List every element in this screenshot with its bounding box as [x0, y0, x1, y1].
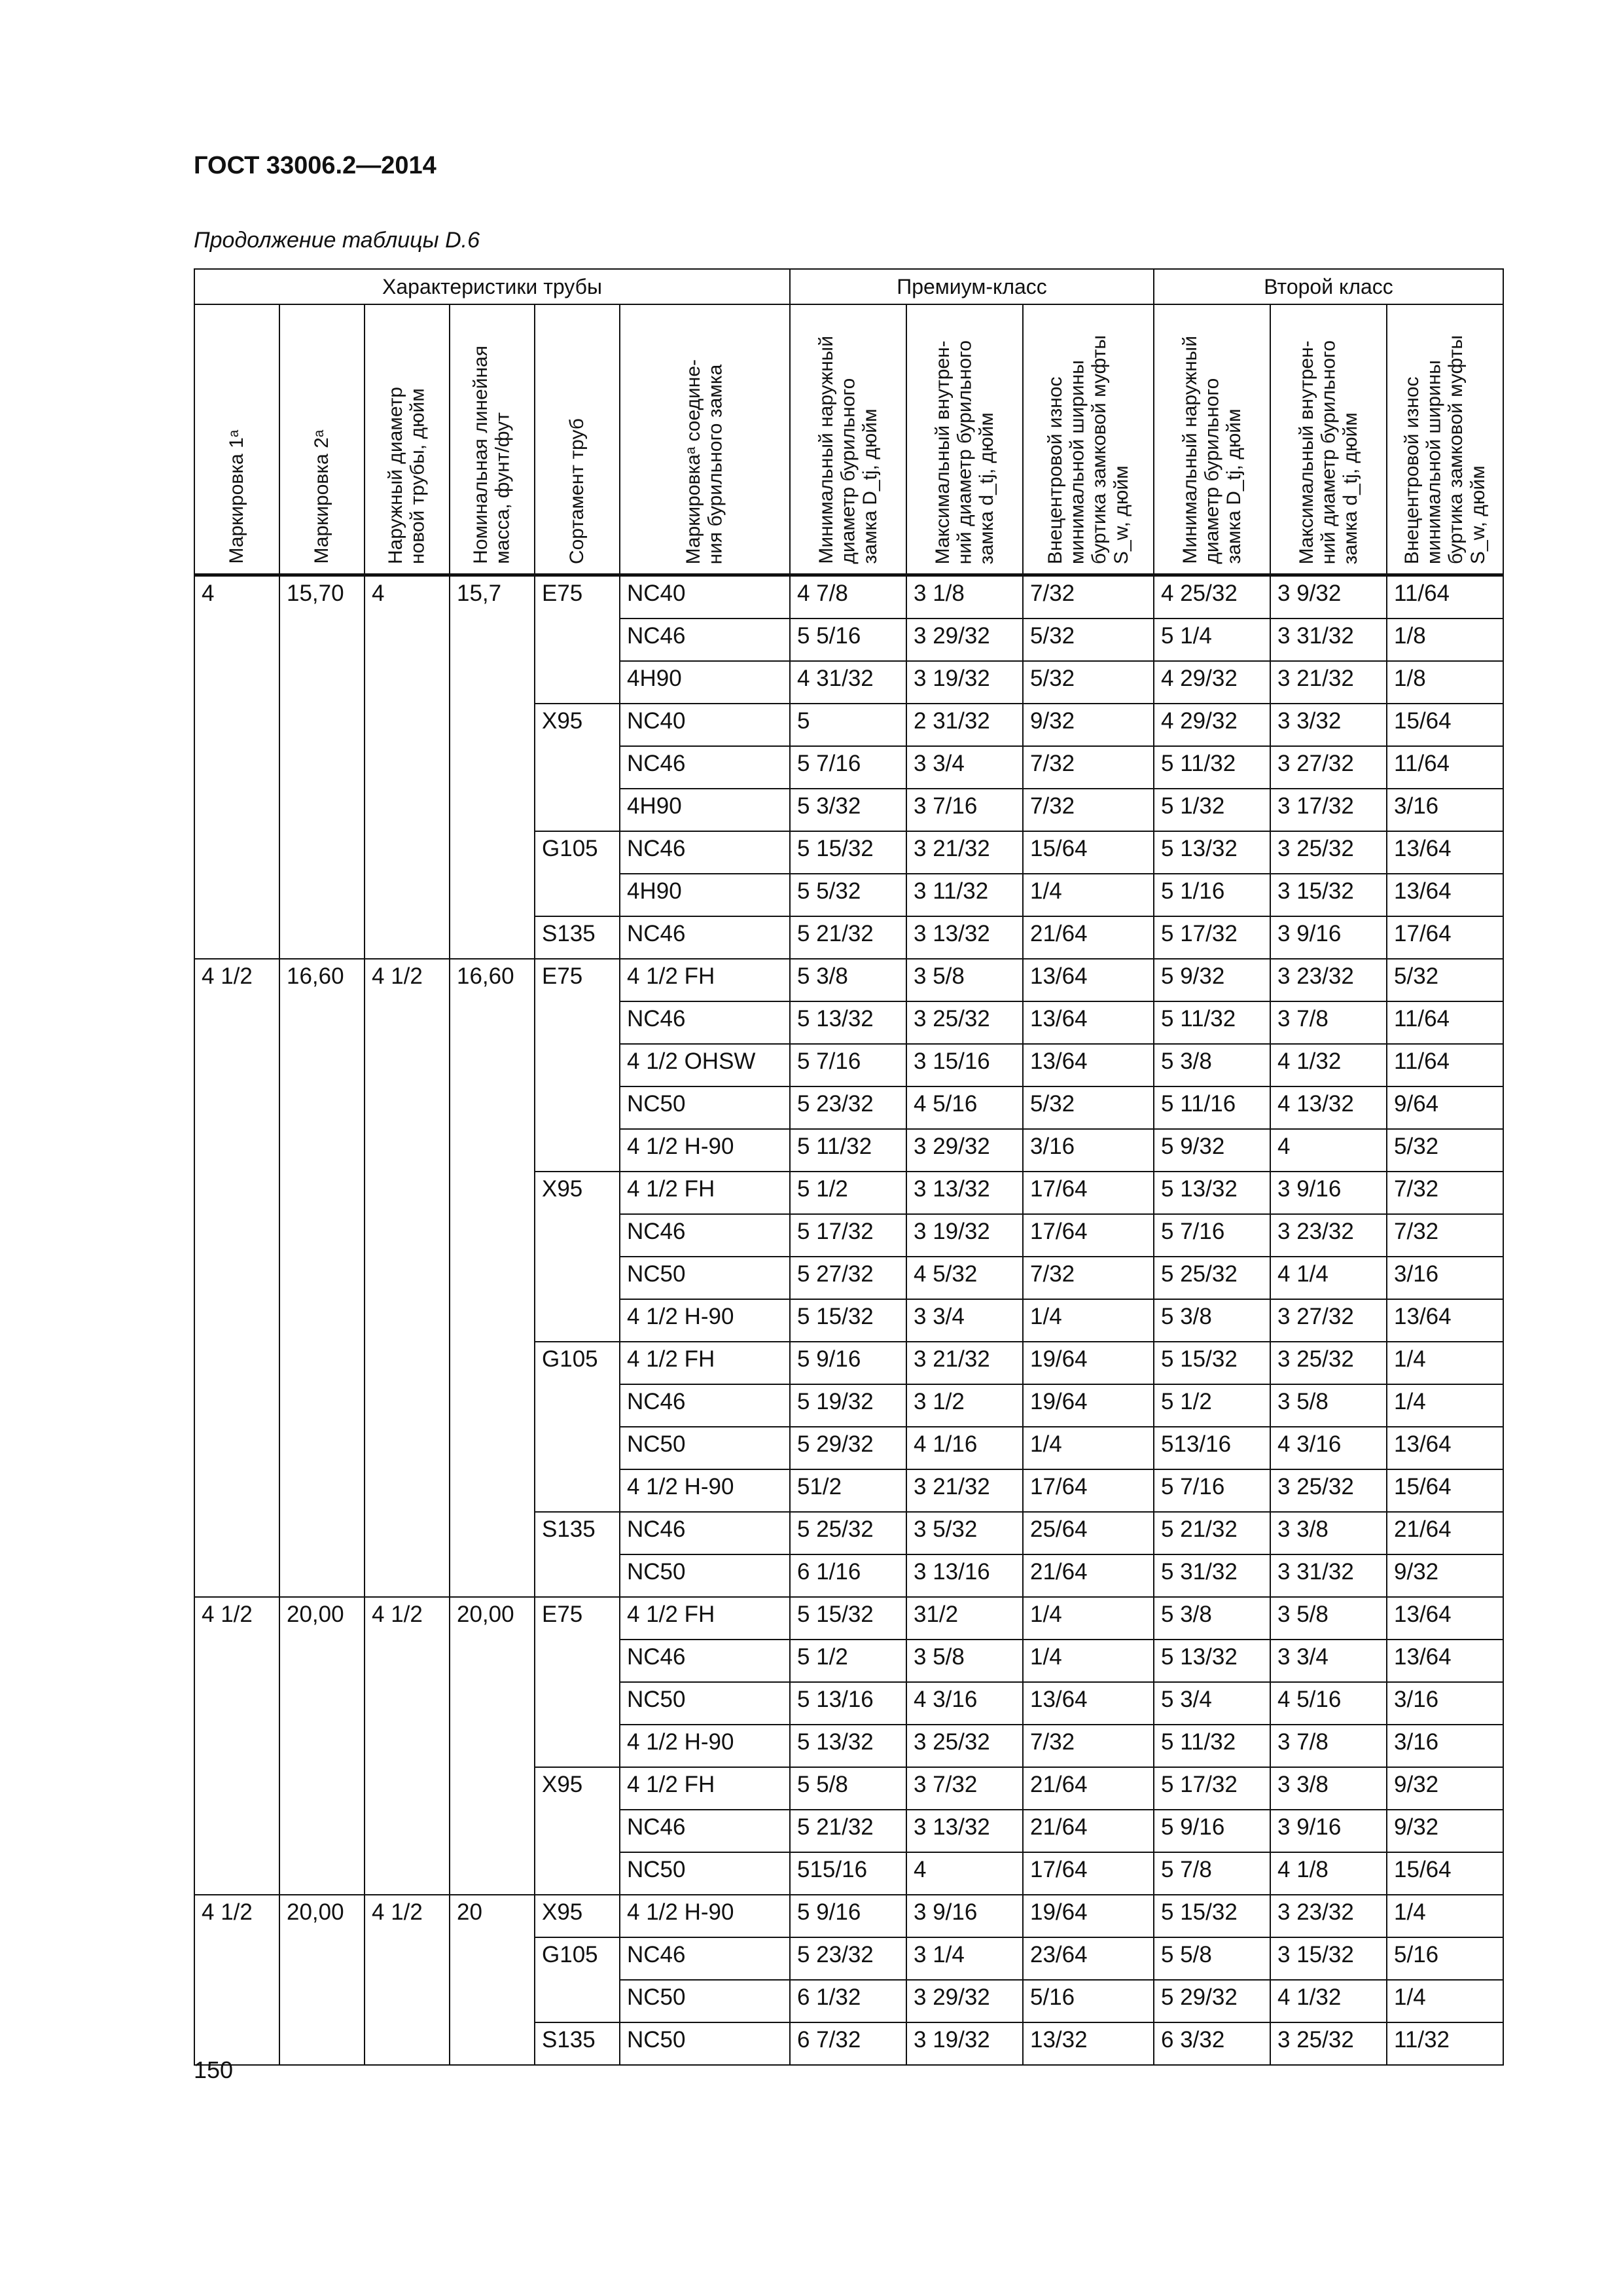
- second-od-cell: 5 7/16: [1154, 1469, 1270, 1512]
- mark2-cell: 20,00: [279, 1895, 365, 2065]
- connection-cell: NC50: [620, 1257, 790, 1299]
- second-wear-cell: 15/64: [1387, 1469, 1503, 1512]
- outer-diameter-cell: 4 1/2: [365, 1895, 450, 2065]
- col-header: Минимальный наружный диаметр бурильного замка D_tj, дюйм: [1154, 304, 1270, 575]
- premium-od-cell: 5 15/32: [790, 1597, 906, 1640]
- second-id-cell: 3 31/32: [1270, 619, 1387, 661]
- premium-wear-cell: 19/64: [1023, 1895, 1154, 1937]
- linear-mass-cell: 20: [450, 1895, 535, 2065]
- premium-od-cell: 5 1/2: [790, 1640, 906, 1682]
- premium-wear-cell: 1/4: [1023, 1640, 1154, 1682]
- premium-wear-cell: 9/32: [1023, 704, 1154, 746]
- grade-cell: S135: [535, 916, 620, 959]
- premium-id-cell: 4: [906, 1852, 1023, 1895]
- premium-id-cell: 3 5/32: [906, 1512, 1023, 1554]
- grade-cell: E75: [535, 959, 620, 1172]
- premium-wear-cell: 13/32: [1023, 2022, 1154, 2065]
- premium-od-cell: 5 25/32: [790, 1512, 906, 1554]
- premium-wear-cell: 7/32: [1023, 789, 1154, 831]
- mark1-cell: 4 1/2: [194, 1597, 279, 1895]
- premium-od-cell: 5 13/32: [790, 1001, 906, 1044]
- second-wear-cell: 9/32: [1387, 1767, 1503, 1810]
- premium-id-cell: 3 19/32: [906, 661, 1023, 704]
- grade-cell: S135: [535, 1512, 620, 1597]
- second-wear-cell: 1/4: [1387, 1980, 1503, 2022]
- connection-cell: 4 1/2 H-90: [620, 1895, 790, 1937]
- second-od-cell: 5 9/32: [1154, 959, 1270, 1001]
- premium-id-cell: 3 7/16: [906, 789, 1023, 831]
- second-id-cell: 4 1/4: [1270, 1257, 1387, 1299]
- premium-od-cell: 5 7/16: [790, 746, 906, 789]
- second-od-cell: 5 9/32: [1154, 1129, 1270, 1172]
- second-wear-cell: 21/64: [1387, 1512, 1503, 1554]
- second-od-cell: 5 3/8: [1154, 1044, 1270, 1086]
- group-header-pipe: Характеристики трубы: [194, 269, 790, 304]
- premium-id-cell: 3 13/32: [906, 1810, 1023, 1852]
- second-od-cell: 5 13/32: [1154, 831, 1270, 874]
- premium-wear-cell: 7/32: [1023, 1257, 1154, 1299]
- linear-mass-cell: 20,00: [450, 1597, 535, 1895]
- connection-cell: NC50: [620, 1980, 790, 2022]
- grade-cell: G105: [535, 1342, 620, 1512]
- premium-id-cell: 3 7/32: [906, 1767, 1023, 1810]
- premium-id-cell: 3 15/16: [906, 1044, 1023, 1086]
- premium-id-cell: 3 29/32: [906, 1129, 1023, 1172]
- premium-wear-cell: 1/4: [1023, 1597, 1154, 1640]
- premium-id-cell: 3 13/16: [906, 1554, 1023, 1597]
- premium-od-cell: 5 21/32: [790, 916, 906, 959]
- second-id-cell: 3 31/32: [1270, 1554, 1387, 1597]
- second-od-cell: 5 9/16: [1154, 1810, 1270, 1852]
- premium-od-cell: 5 7/16: [790, 1044, 906, 1086]
- premium-id-cell: 2 31/32: [906, 704, 1023, 746]
- second-wear-cell: 11/64: [1387, 746, 1503, 789]
- second-wear-cell: 13/64: [1387, 874, 1503, 916]
- outer-diameter-cell: 4: [365, 575, 450, 960]
- second-wear-cell: 5/32: [1387, 959, 1503, 1001]
- second-wear-cell: 1/4: [1387, 1384, 1503, 1427]
- connection-cell: NC46: [620, 1384, 790, 1427]
- second-od-cell: 5 3/8: [1154, 1597, 1270, 1640]
- second-wear-cell: 17/64: [1387, 916, 1503, 959]
- premium-wear-cell: 21/64: [1023, 1554, 1154, 1597]
- premium-wear-cell: 21/64: [1023, 1810, 1154, 1852]
- col-header: Минимальный наружный диаметр бурильного замка D_tj, дюйм: [790, 304, 906, 575]
- second-id-cell: 4 3/16: [1270, 1427, 1387, 1469]
- second-od-cell: 5 15/32: [1154, 1342, 1270, 1384]
- connection-cell: 4 1/2 H-90: [620, 1725, 790, 1767]
- premium-od-cell: 5 5/32: [790, 874, 906, 916]
- connection-cell: NC50: [620, 1682, 790, 1725]
- second-id-cell: 3 9/16: [1270, 1172, 1387, 1214]
- group-header-premium: Премиум-класс: [790, 269, 1154, 304]
- col-header: Максимальный внутрен- ний диаметр бурильного замка d_tj, дюйм: [906, 304, 1023, 575]
- premium-od-cell: 5 23/32: [790, 1086, 906, 1129]
- connection-cell: NC50: [620, 1554, 790, 1597]
- connection-cell: 4 1/2 FH: [620, 1767, 790, 1810]
- second-wear-cell: 1/8: [1387, 661, 1503, 704]
- premium-wear-cell: 17/64: [1023, 1852, 1154, 1895]
- premium-id-cell: 3 21/32: [906, 1469, 1023, 1512]
- premium-od-cell: 5 11/32: [790, 1129, 906, 1172]
- table-row: [194, 1597, 1503, 1640]
- second-od-cell: 5 13/32: [1154, 1172, 1270, 1214]
- linear-mass-cell: 16,60: [450, 959, 535, 1597]
- premium-wear-cell: 17/64: [1023, 1172, 1154, 1214]
- premium-id-cell: 3 9/16: [906, 1895, 1023, 1937]
- second-wear-cell: 13/64: [1387, 1597, 1503, 1640]
- premium-id-cell: 4 1/16: [906, 1427, 1023, 1469]
- premium-id-cell: 3 5/8: [906, 959, 1023, 1001]
- premium-id-cell: 3 1/2: [906, 1384, 1023, 1427]
- premium-id-cell: 4 5/32: [906, 1257, 1023, 1299]
- premium-wear-cell: 21/64: [1023, 1767, 1154, 1810]
- second-wear-cell: 11/32: [1387, 2022, 1503, 2065]
- grade-cell: X95: [535, 1767, 620, 1895]
- second-id-cell: 3 9/32: [1270, 575, 1387, 619]
- group-header-second: Второй класс: [1154, 269, 1503, 304]
- premium-od-cell: 6 7/32: [790, 2022, 906, 2065]
- connection-cell: NC46: [620, 1937, 790, 1980]
- col-header: Сортамент труб: [535, 304, 620, 575]
- second-id-cell: 3 23/32: [1270, 1895, 1387, 1937]
- premium-id-cell: 3 1/8: [906, 575, 1023, 619]
- second-wear-cell: 1/4: [1387, 1342, 1503, 1384]
- connection-cell: 4H90: [620, 661, 790, 704]
- second-wear-cell: 1/8: [1387, 619, 1503, 661]
- connection-cell: NC46: [620, 619, 790, 661]
- premium-od-cell: 515/16: [790, 1852, 906, 1895]
- premium-wear-cell: 13/64: [1023, 1682, 1154, 1725]
- premium-id-cell: 3 13/32: [906, 916, 1023, 959]
- col-header: Наружный диаметр новой трубы, дюйм: [365, 304, 450, 575]
- table-body: [194, 575, 1503, 2066]
- data-table: [194, 268, 1504, 2066]
- premium-wear-cell: 13/64: [1023, 959, 1154, 1001]
- second-id-cell: 3 21/32: [1270, 661, 1387, 704]
- premium-od-cell: 5 13/16: [790, 1682, 906, 1725]
- premium-od-cell: 5 29/32: [790, 1427, 906, 1469]
- grade-cell: S135: [535, 2022, 620, 2065]
- second-od-cell: 5 17/32: [1154, 916, 1270, 959]
- second-od-cell: 5 1/16: [1154, 874, 1270, 916]
- second-id-cell: 3 23/32: [1270, 959, 1387, 1001]
- second-od-cell: 5 25/32: [1154, 1257, 1270, 1299]
- second-id-cell: 3 3/8: [1270, 1512, 1387, 1554]
- second-wear-cell: 9/32: [1387, 1810, 1503, 1852]
- second-wear-cell: 7/32: [1387, 1172, 1503, 1214]
- second-od-cell: 5 11/32: [1154, 746, 1270, 789]
- premium-od-cell: 6 1/32: [790, 1980, 906, 2022]
- grade-cell: X95: [535, 1172, 620, 1342]
- second-wear-cell: 13/64: [1387, 1427, 1503, 1469]
- second-id-cell: 3 17/32: [1270, 789, 1387, 831]
- second-od-cell: 4 29/32: [1154, 704, 1270, 746]
- premium-id-cell: 3 29/32: [906, 619, 1023, 661]
- page-number: 150: [194, 2056, 234, 2083]
- second-wear-cell: 13/64: [1387, 1640, 1503, 1682]
- grade-cell: G105: [535, 1937, 620, 2022]
- premium-wear-cell: 17/64: [1023, 1469, 1154, 1512]
- connection-cell: NC40: [620, 704, 790, 746]
- connection-cell: NC46: [620, 1214, 790, 1257]
- premium-od-cell: 5 1/2: [790, 1172, 906, 1214]
- premium-wear-cell: 19/64: [1023, 1384, 1154, 1427]
- second-wear-cell: 3/16: [1387, 1682, 1503, 1725]
- premium-od-cell: 5 17/32: [790, 1214, 906, 1257]
- connection-cell: NC40: [620, 575, 790, 619]
- mark2-cell: 15,70: [279, 575, 365, 960]
- second-id-cell: 3 3/8: [1270, 1767, 1387, 1810]
- second-od-cell: 5 11/32: [1154, 1001, 1270, 1044]
- premium-id-cell: 4 3/16: [906, 1682, 1023, 1725]
- premium-wear-cell: 5/16: [1023, 1980, 1154, 2022]
- premium-od-cell: 6 1/16: [790, 1554, 906, 1597]
- second-od-cell: 5 21/32: [1154, 1512, 1270, 1554]
- premium-wear-cell: 17/64: [1023, 1214, 1154, 1257]
- premium-od-cell: 5 15/32: [790, 1299, 906, 1342]
- connection-cell: NC46: [620, 746, 790, 789]
- premium-id-cell: 3 11/32: [906, 874, 1023, 916]
- connection-cell: NC46: [620, 1001, 790, 1044]
- grade-cell: X95: [535, 704, 620, 831]
- second-id-cell: 3 15/32: [1270, 874, 1387, 916]
- grade-cell: E75: [535, 575, 620, 704]
- connection-cell: NC50: [620, 2022, 790, 2065]
- second-id-cell: 4 1/32: [1270, 1044, 1387, 1086]
- premium-od-cell: 5 21/32: [790, 1810, 906, 1852]
- connection-cell: 4 1/2 OHSW: [620, 1044, 790, 1086]
- second-od-cell: 5 1/4: [1154, 619, 1270, 661]
- premium-od-cell: 5 5/8: [790, 1767, 906, 1810]
- second-id-cell: 3 15/32: [1270, 1937, 1387, 1980]
- premium-od-cell: 4 7/8: [790, 575, 906, 619]
- second-od-cell: 4 25/32: [1154, 575, 1270, 619]
- second-id-cell: 3 9/16: [1270, 1810, 1387, 1852]
- grade-cell: G105: [535, 831, 620, 916]
- premium-wear-cell: 25/64: [1023, 1512, 1154, 1554]
- premium-od-cell: 5 23/32: [790, 1937, 906, 1980]
- second-id-cell: 4 1/32: [1270, 1980, 1387, 2022]
- col-header: Внецентровой износ минимальной ширины буртика замковой муфты S_w, дюйм: [1023, 304, 1154, 575]
- standard-title: ГОСТ 33006.2—2014: [194, 152, 437, 179]
- connection-cell: NC50: [620, 1852, 790, 1895]
- second-wear-cell: 15/64: [1387, 704, 1503, 746]
- second-od-cell: 5 3/8: [1154, 1299, 1270, 1342]
- second-od-cell: 5 29/32: [1154, 1980, 1270, 2022]
- second-od-cell: 5 1/2: [1154, 1384, 1270, 1427]
- premium-od-cell: 5 15/32: [790, 831, 906, 874]
- connection-cell: NC46: [620, 1810, 790, 1852]
- connection-cell: 4 1/2 H-90: [620, 1469, 790, 1512]
- connection-cell: NC46: [620, 1640, 790, 1682]
- premium-wear-cell: 5/32: [1023, 1086, 1154, 1129]
- linear-mass-cell: 15,7: [450, 575, 535, 960]
- premium-id-cell: 3 5/8: [906, 1640, 1023, 1682]
- connection-cell: 4 1/2 FH: [620, 1172, 790, 1214]
- connection-cell: 4H90: [620, 874, 790, 916]
- second-id-cell: 4 5/16: [1270, 1682, 1387, 1725]
- table-row: [194, 575, 1503, 619]
- mark1-cell: 4: [194, 575, 279, 960]
- premium-id-cell: 3 19/32: [906, 1214, 1023, 1257]
- second-wear-cell: 3/16: [1387, 1725, 1503, 1767]
- second-wear-cell: 11/64: [1387, 1001, 1503, 1044]
- second-wear-cell: 15/64: [1387, 1852, 1503, 1895]
- second-od-cell: 5 13/32: [1154, 1640, 1270, 1682]
- second-wear-cell: 1/4: [1387, 1895, 1503, 1937]
- premium-id-cell: 3 25/32: [906, 1001, 1023, 1044]
- premium-id-cell: 3 29/32: [906, 1980, 1023, 2022]
- second-id-cell: 3 5/8: [1270, 1384, 1387, 1427]
- second-id-cell: 3 27/32: [1270, 1299, 1387, 1342]
- premium-wear-cell: 1/4: [1023, 1427, 1154, 1469]
- second-od-cell: 5 5/8: [1154, 1937, 1270, 1980]
- mark2-cell: 20,00: [279, 1597, 365, 1895]
- second-id-cell: 3 7/8: [1270, 1725, 1387, 1767]
- mark1-cell: 4 1/2: [194, 959, 279, 1597]
- second-id-cell: 3 25/32: [1270, 2022, 1387, 2065]
- connection-cell: 4 1/2 H-90: [620, 1299, 790, 1342]
- connection-cell: NC46: [620, 831, 790, 874]
- second-od-cell: 5 1/32: [1154, 789, 1270, 831]
- premium-id-cell: 3 25/32: [906, 1725, 1023, 1767]
- premium-id-cell: 3 13/32: [906, 1172, 1023, 1214]
- second-id-cell: 4: [1270, 1129, 1387, 1172]
- outer-diameter-cell: 4 1/2: [365, 1597, 450, 1895]
- second-wear-cell: 9/64: [1387, 1086, 1503, 1129]
- premium-od-cell: 5 13/32: [790, 1725, 906, 1767]
- col-header: Маркировкаᵃ соедине- ния бурильного замка: [620, 304, 790, 575]
- grade-cell: E75: [535, 1597, 620, 1767]
- second-id-cell: 3 27/32: [1270, 746, 1387, 789]
- premium-od-cell: 4 31/32: [790, 661, 906, 704]
- mark2-cell: 16,60: [279, 959, 365, 1597]
- connection-cell: 4 1/2 FH: [620, 959, 790, 1001]
- premium-wear-cell: 1/4: [1023, 1299, 1154, 1342]
- premium-wear-cell: 3/16: [1023, 1129, 1154, 1172]
- second-od-cell: 5 7/16: [1154, 1214, 1270, 1257]
- premium-wear-cell: 5/32: [1023, 661, 1154, 704]
- second-id-cell: 3 25/32: [1270, 1342, 1387, 1384]
- second-id-cell: 3 23/32: [1270, 1214, 1387, 1257]
- table-row: [194, 1895, 1503, 1937]
- grade-cell: X95: [535, 1895, 620, 1937]
- second-wear-cell: 11/64: [1387, 575, 1503, 619]
- premium-id-cell: 3 3/4: [906, 1299, 1023, 1342]
- second-id-cell: 3 7/8: [1270, 1001, 1387, 1044]
- second-id-cell: 3 25/32: [1270, 831, 1387, 874]
- second-od-cell: 5 11/32: [1154, 1725, 1270, 1767]
- second-wear-cell: 7/32: [1387, 1214, 1503, 1257]
- second-wear-cell: 3/16: [1387, 1257, 1503, 1299]
- connection-cell: 4 1/2 FH: [620, 1342, 790, 1384]
- premium-od-cell: 5 19/32: [790, 1384, 906, 1427]
- second-wear-cell: 13/64: [1387, 1299, 1503, 1342]
- premium-od-cell: 5: [790, 704, 906, 746]
- premium-id-cell: 3 21/32: [906, 831, 1023, 874]
- second-od-cell: 5 31/32: [1154, 1554, 1270, 1597]
- table-caption: Продолжение таблицы D.6: [194, 228, 480, 253]
- premium-id-cell: 4 5/16: [906, 1086, 1023, 1129]
- second-wear-cell: 5/32: [1387, 1129, 1503, 1172]
- outer-diameter-cell: 4 1/2: [365, 959, 450, 1597]
- second-od-cell: 5 17/32: [1154, 1767, 1270, 1810]
- col-header: Номинальная линейная масса, фунт/фут: [450, 304, 535, 575]
- premium-od-cell: 5 3/32: [790, 789, 906, 831]
- second-od-cell: 5 3/4: [1154, 1682, 1270, 1725]
- premium-wear-cell: 7/32: [1023, 575, 1154, 619]
- connection-cell: NC46: [620, 1512, 790, 1554]
- second-id-cell: 3 25/32: [1270, 1469, 1387, 1512]
- col-header: Внецентровой износ минимальной ширины буртика замковой муфты S_w, дюйм: [1387, 304, 1503, 575]
- premium-od-cell: 5 5/16: [790, 619, 906, 661]
- premium-wear-cell: 15/64: [1023, 831, 1154, 874]
- second-od-cell: 4 29/32: [1154, 661, 1270, 704]
- connection-cell: NC50: [620, 1427, 790, 1469]
- premium-od-cell: 51/2: [790, 1469, 906, 1512]
- connection-cell: 4 1/2 H-90: [620, 1129, 790, 1172]
- col-header: Максимальный внутрен- ний диаметр бурильного замка d_tj, дюйм: [1270, 304, 1387, 575]
- second-id-cell: 4 1/8: [1270, 1852, 1387, 1895]
- connection-cell: 4H90: [620, 789, 790, 831]
- premium-id-cell: 31/2: [906, 1597, 1023, 1640]
- second-id-cell: 3 3/4: [1270, 1640, 1387, 1682]
- second-id-cell: 3 9/16: [1270, 916, 1387, 959]
- premium-wear-cell: 19/64: [1023, 1342, 1154, 1384]
- premium-id-cell: 3 1/4: [906, 1937, 1023, 1980]
- premium-id-cell: 3 3/4: [906, 746, 1023, 789]
- col-header: Маркировка 1ᵃ: [194, 304, 279, 575]
- second-wear-cell: 9/32: [1387, 1554, 1503, 1597]
- premium-wear-cell: 7/32: [1023, 746, 1154, 789]
- col-header: Маркировка 2ᵃ: [279, 304, 365, 575]
- second-od-cell: 5 15/32: [1154, 1895, 1270, 1937]
- premium-od-cell: 5 9/16: [790, 1342, 906, 1384]
- second-wear-cell: 13/64: [1387, 831, 1503, 874]
- premium-wear-cell: 7/32: [1023, 1725, 1154, 1767]
- second-od-cell: 5 11/16: [1154, 1086, 1270, 1129]
- premium-wear-cell: 1/4: [1023, 874, 1154, 916]
- premium-wear-cell: 5/32: [1023, 619, 1154, 661]
- table-row: [194, 959, 1503, 1001]
- connection-cell: NC50: [620, 1086, 790, 1129]
- second-id-cell: 4 13/32: [1270, 1086, 1387, 1129]
- second-od-cell: 513/16: [1154, 1427, 1270, 1469]
- premium-wear-cell: 21/64: [1023, 916, 1154, 959]
- second-od-cell: 5 7/8: [1154, 1852, 1270, 1895]
- second-od-cell: 6 3/32: [1154, 2022, 1270, 2065]
- second-id-cell: 3 3/32: [1270, 704, 1387, 746]
- premium-od-cell: 5 3/8: [790, 959, 906, 1001]
- premium-od-cell: 5 9/16: [790, 1895, 906, 1937]
- second-wear-cell: 11/64: [1387, 1044, 1503, 1086]
- second-wear-cell: 3/16: [1387, 789, 1503, 831]
- second-id-cell: 3 5/8: [1270, 1597, 1387, 1640]
- second-wear-cell: 5/16: [1387, 1937, 1503, 1980]
- mark1-cell: 4 1/2: [194, 1895, 279, 2065]
- premium-wear-cell: 13/64: [1023, 1001, 1154, 1044]
- connection-cell: NC46: [620, 916, 790, 959]
- connection-cell: 4 1/2 FH: [620, 1597, 790, 1640]
- premium-od-cell: 5 27/32: [790, 1257, 906, 1299]
- premium-wear-cell: 23/64: [1023, 1937, 1154, 1980]
- premium-id-cell: 3 21/32: [906, 1342, 1023, 1384]
- premium-wear-cell: 13/64: [1023, 1044, 1154, 1086]
- premium-id-cell: 3 19/32: [906, 2022, 1023, 2065]
